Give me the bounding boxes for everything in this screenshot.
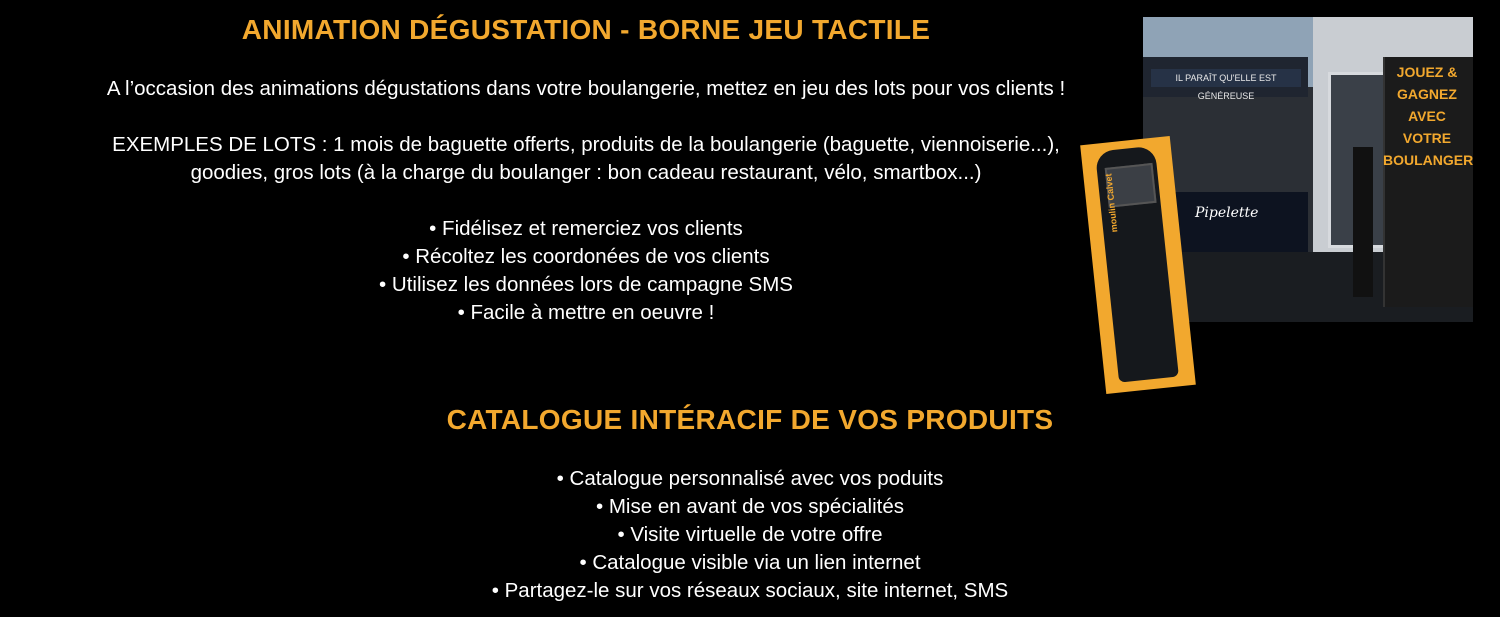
catalogue-item: • Catalogue personnalisé avec vos poduits — [556, 467, 944, 490]
kiosk-logo: moulin Calvet — [1103, 173, 1120, 233]
catalogue-item: • Catalogue visible via un lien internet — [579, 551, 921, 574]
catalogue-item: • Visite virtuelle de votre offre — [617, 523, 883, 546]
catalogue-item: • Partagez-le sur vos réseaux sociaux, site internet, SMS — [491, 579, 1009, 602]
photo-table — [1173, 192, 1308, 252]
photo-banner-text — [1383, 61, 1471, 171]
lots-line-1: EXEMPLES DE LOTS : 1 mois de baguette offerts, produits de la boulangerie (baguette, viennoiserie...), — [112, 133, 1060, 156]
photo-table-label: Pipelette — [1195, 205, 1259, 221]
benefit-item: • Facile à mettre en oeuvre ! — [457, 301, 715, 324]
benefit-item: • Récoltez les coordonées de vos clients — [402, 245, 770, 268]
section1-intro: A l’occasion des animations dégustations dans votre boulangerie, mettez en jeu des lots pour vos clients ! — [106, 77, 1066, 100]
section1-title: ANIMATION DÉGUSTATION - BORNE JEU TACTILE — [241, 14, 931, 45]
banner-line: AVEC VOTRE — [1402, 108, 1452, 146]
section1-benefits-list — [0, 215, 1172, 327]
section1-lots — [0, 131, 1172, 187]
banner-line: JOUEZ & — [1396, 64, 1458, 80]
catalogue-item: • Mise en avant de vos spécialités — [595, 495, 904, 518]
lots-line-2: goodies, gros lots (à la charge du boulanger : bon cadeau restaurant, vélo, smartbox...) — [190, 161, 982, 184]
photo-tent-banner: IL PARAÎT QU'ELLE EST GÉNÉREUSE — [1151, 69, 1301, 87]
bakery-photo — [1143, 17, 1473, 322]
section2-title: CATALOGUE INTÉRACIF DE VOS PRODUITS — [446, 404, 1054, 435]
benefit-item: • Utilisez les données lors de campagne SMS — [379, 273, 793, 296]
section2-items-list — [0, 465, 1500, 605]
banner-line: BOULANGER — [1383, 152, 1473, 168]
banner-line: GAGNEZ — [1397, 86, 1457, 102]
benefit-item: • Fidélisez et remerciez vos clients — [429, 217, 743, 240]
photo-kiosk-stand — [1353, 147, 1373, 297]
